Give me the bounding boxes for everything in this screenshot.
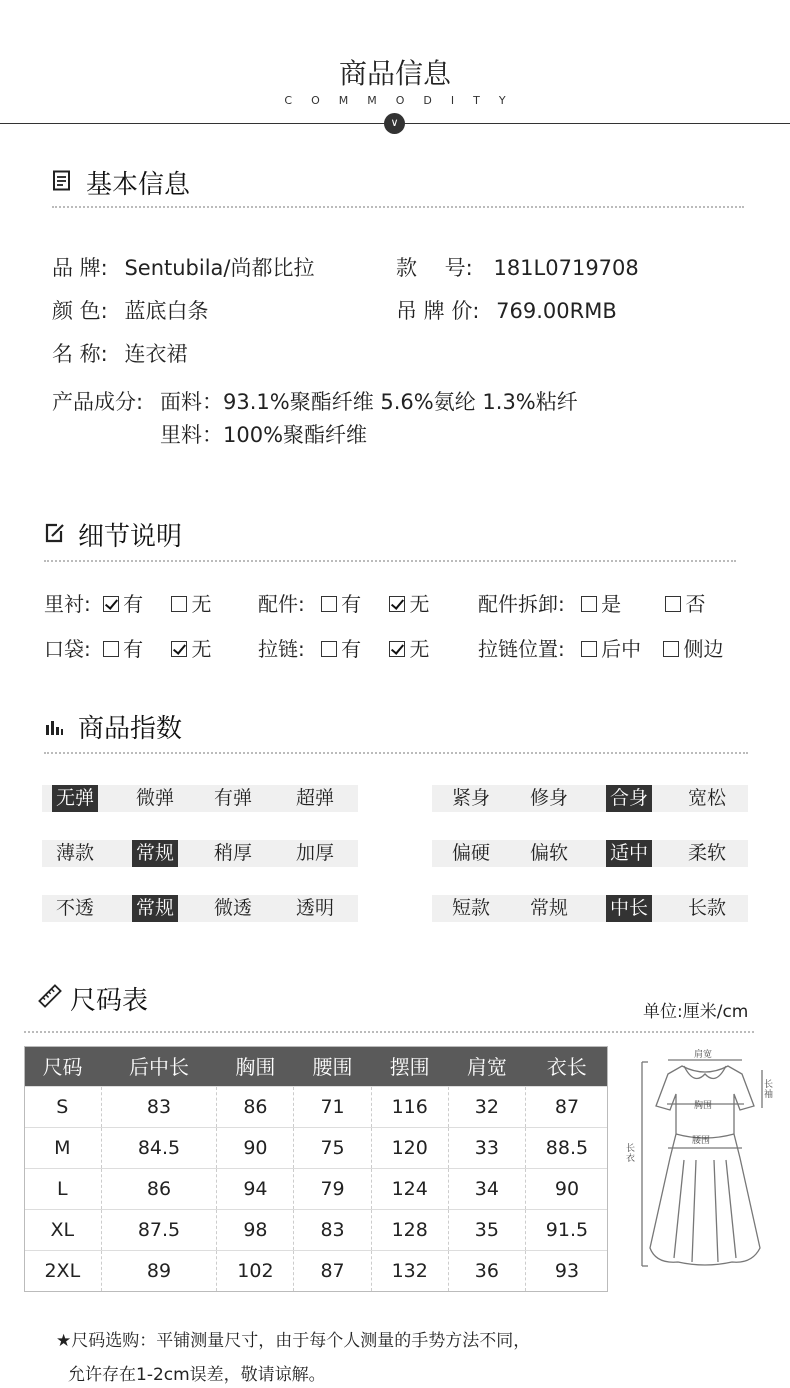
zipper-row bbox=[258, 633, 429, 662]
lining-yes-checkbox bbox=[103, 596, 119, 612]
table-cell: 93 bbox=[525, 1250, 608, 1291]
table-cell: 132 bbox=[371, 1250, 448, 1291]
diagram-waist-label: 腰围 bbox=[692, 1136, 711, 1146]
name-row bbox=[52, 338, 187, 368]
table-cell: L bbox=[24, 1168, 101, 1209]
accessory-yes-label: 有 bbox=[341, 592, 362, 616]
accessory-no-label: 无 bbox=[409, 592, 430, 616]
table-cell: S bbox=[24, 1086, 101, 1127]
table-header-row bbox=[24, 1046, 608, 1086]
index-option: 微弹 bbox=[135, 787, 174, 809]
table-cell: 88.5 bbox=[525, 1127, 608, 1168]
page-subtitle: COMMODITY bbox=[284, 94, 525, 107]
index-option: 薄款 bbox=[55, 842, 94, 864]
detach-row bbox=[478, 588, 705, 617]
pocket-label: 口袋: bbox=[44, 637, 91, 661]
zipper-no-checkbox bbox=[389, 641, 405, 657]
edit-icon bbox=[44, 522, 66, 544]
diagram-shoulder-label: 肩宽 bbox=[694, 1050, 713, 1060]
index-option: 宽松 bbox=[687, 787, 726, 809]
table-header-cell: 腰围 bbox=[294, 1046, 371, 1086]
pocket-no-label: 无 bbox=[191, 637, 212, 661]
name-value: 连衣裙 bbox=[124, 342, 188, 366]
table-cell: 116 bbox=[371, 1086, 448, 1127]
section-divider bbox=[44, 560, 736, 562]
index-option: 微透 bbox=[213, 897, 252, 919]
table-cell: 102 bbox=[217, 1250, 294, 1291]
index-option: 柔软 bbox=[687, 842, 726, 864]
chevron-down-icon: ∨ bbox=[384, 113, 405, 134]
index-title: 商品指数 bbox=[78, 714, 183, 744]
table-cell: 94 bbox=[217, 1168, 294, 1209]
lining-no-label: 无 bbox=[191, 592, 212, 616]
basic-info-title: 基本信息 bbox=[86, 170, 191, 200]
table-cell: 90 bbox=[525, 1168, 608, 1209]
composition-label: 产品成分: bbox=[52, 390, 144, 414]
table-header-cell: 肩宽 bbox=[448, 1046, 525, 1086]
detach-no-label: 否 bbox=[685, 592, 706, 616]
table-cell: 86 bbox=[101, 1168, 217, 1209]
bar-chart-icon bbox=[44, 716, 66, 738]
zipper-side-label: 侧边 bbox=[683, 637, 724, 661]
zipper-yes-checkbox bbox=[321, 641, 337, 657]
zipper-position-row bbox=[478, 633, 723, 662]
table-cell: 90 bbox=[217, 1127, 294, 1168]
table-cell: 87.5 bbox=[101, 1209, 217, 1250]
table-cell: 86 bbox=[217, 1086, 294, 1127]
section-divider bbox=[44, 752, 748, 754]
index-option: 透明 bbox=[295, 897, 334, 919]
zipper-yes-label: 有 bbox=[341, 637, 362, 661]
table-cell: 124 bbox=[371, 1168, 448, 1209]
table-header-cell: 衣长 bbox=[525, 1046, 608, 1086]
table-row bbox=[24, 1250, 608, 1291]
diagram-sleeve-label: 长袖 bbox=[764, 1080, 774, 1100]
table-cell: 128 bbox=[371, 1209, 448, 1250]
style-row bbox=[396, 252, 639, 282]
table-cell: 79 bbox=[294, 1168, 371, 1209]
zipper-side-checkbox bbox=[663, 641, 679, 657]
accessory-no-checkbox bbox=[389, 596, 405, 612]
zipper-no-label: 无 bbox=[409, 637, 430, 661]
index-option: 不透 bbox=[55, 897, 94, 919]
index-option: 短款 bbox=[451, 897, 490, 919]
composition-lining: 里料：100%聚酯纤维 bbox=[160, 423, 368, 447]
lining-row bbox=[44, 588, 211, 617]
accessory-label: 配件: bbox=[258, 592, 305, 616]
zipper-label: 拉链: bbox=[258, 637, 305, 661]
table-row bbox=[24, 1168, 608, 1209]
index-option: 加厚 bbox=[295, 842, 334, 864]
table-cell: M bbox=[24, 1127, 101, 1168]
details-title: 细节说明 bbox=[78, 522, 183, 552]
table-cell: XL bbox=[24, 1209, 101, 1250]
index-option: 有弹 bbox=[213, 787, 252, 809]
index-option: 长款 bbox=[687, 897, 726, 919]
table-cell: 2XL bbox=[24, 1250, 101, 1291]
detach-label: 配件拆卸: bbox=[478, 592, 565, 616]
accessory-row bbox=[258, 588, 429, 617]
composition-fabric: 面料：93.1%聚酯纤维 5.6%氨纶 1.3%粘纤 bbox=[160, 390, 578, 414]
brand-label: 品 牌: bbox=[52, 256, 108, 280]
index-option: 超弹 bbox=[295, 787, 334, 809]
size-chart-title: 尺码表 bbox=[70, 986, 149, 1016]
table-cell: 36 bbox=[448, 1250, 525, 1291]
pocket-yes-label: 有 bbox=[123, 637, 144, 661]
color-label: 颜 色: bbox=[52, 299, 108, 323]
detach-yes-checkbox bbox=[581, 596, 597, 612]
table-cell: 89 bbox=[101, 1250, 217, 1291]
table-cell: 32 bbox=[448, 1086, 525, 1127]
index-option: 常规 bbox=[529, 897, 568, 919]
brand-row bbox=[52, 252, 315, 282]
table-cell: 120 bbox=[371, 1127, 448, 1168]
lining-no-checkbox bbox=[171, 596, 187, 612]
index-option: 修身 bbox=[529, 787, 568, 809]
zipper-position-label: 拉链位置: bbox=[478, 637, 565, 661]
price-row bbox=[396, 295, 617, 325]
diagram-length-label: 长衣 bbox=[626, 1144, 636, 1164]
brand-value: Sentubila/尚都比拉 bbox=[124, 256, 315, 280]
table-cell: 35 bbox=[448, 1209, 525, 1250]
color-value: 蓝底白条 bbox=[124, 299, 209, 323]
table-header-cell: 摆围 bbox=[371, 1046, 448, 1086]
table-row bbox=[24, 1127, 608, 1168]
table-cell: 71 bbox=[294, 1086, 371, 1127]
style-label: 款 号: bbox=[396, 256, 473, 280]
table-row bbox=[24, 1209, 608, 1250]
index-option: 偏软 bbox=[529, 842, 568, 864]
dress-measurement-diagram bbox=[622, 1048, 782, 1278]
zipper-back-checkbox bbox=[581, 641, 597, 657]
price-label: 吊 牌 价: bbox=[396, 299, 480, 323]
size-note-line2: 允许存在1-2cm误差，敬请谅解。 bbox=[68, 1365, 326, 1385]
price-value: 769.00RMB bbox=[496, 299, 617, 323]
detach-yes-label: 是 bbox=[601, 592, 622, 616]
name-label: 名 称: bbox=[52, 342, 108, 366]
index-option-selected: 适中 bbox=[606, 840, 652, 867]
size-table bbox=[24, 1046, 608, 1292]
page-title: 商品信息 bbox=[338, 57, 451, 90]
index-option-selected: 中长 bbox=[606, 895, 652, 922]
table-cell: 91.5 bbox=[525, 1209, 608, 1250]
lining-label: 里衬: bbox=[44, 592, 91, 616]
table-cell: 87 bbox=[294, 1250, 371, 1291]
lining-yes-label: 有 bbox=[123, 592, 144, 616]
pocket-no-checkbox bbox=[171, 641, 187, 657]
table-header-cell: 尺码 bbox=[24, 1046, 101, 1086]
table-cell: 87 bbox=[525, 1086, 608, 1127]
table-cell: 84.5 bbox=[101, 1127, 217, 1168]
color-row bbox=[52, 295, 208, 325]
ruler-icon bbox=[38, 984, 62, 1008]
index-option: 稍厚 bbox=[213, 842, 252, 864]
table-cell: 34 bbox=[448, 1168, 525, 1209]
unit-label: 单位:厘米/cm bbox=[643, 1002, 749, 1022]
index-option: 紧身 bbox=[451, 787, 490, 809]
index-option-selected: 无弹 bbox=[52, 785, 98, 812]
table-header-cell: 胸围 bbox=[217, 1046, 294, 1086]
table-row bbox=[24, 1086, 608, 1127]
size-note-line1: ★尺码选购：平铺测量尺寸，由于每个人测量的手势方法不同， bbox=[56, 1331, 531, 1351]
table-cell: 83 bbox=[294, 1209, 371, 1250]
table-header-cell: 后中长 bbox=[101, 1046, 217, 1086]
index-option-selected: 常规 bbox=[132, 895, 178, 922]
index-option-selected: 常规 bbox=[132, 840, 178, 867]
table-cell: 75 bbox=[294, 1127, 371, 1168]
table-cell: 83 bbox=[101, 1086, 217, 1127]
style-value: 181L0719708 bbox=[493, 256, 639, 280]
section-divider bbox=[52, 206, 744, 208]
accessory-yes-checkbox bbox=[321, 596, 337, 612]
diagram-chest-label: 胸围 bbox=[694, 1101, 713, 1111]
index-option: 偏硬 bbox=[451, 842, 490, 864]
pocket-yes-checkbox bbox=[103, 641, 119, 657]
detach-no-checkbox bbox=[665, 596, 681, 612]
pocket-row bbox=[44, 633, 211, 662]
table-cell: 33 bbox=[448, 1127, 525, 1168]
document-icon bbox=[52, 170, 74, 192]
section-divider bbox=[24, 1031, 754, 1033]
table-cell: 98 bbox=[217, 1209, 294, 1250]
zipper-back-label: 后中 bbox=[601, 637, 642, 661]
index-option-selected: 合身 bbox=[606, 785, 652, 812]
